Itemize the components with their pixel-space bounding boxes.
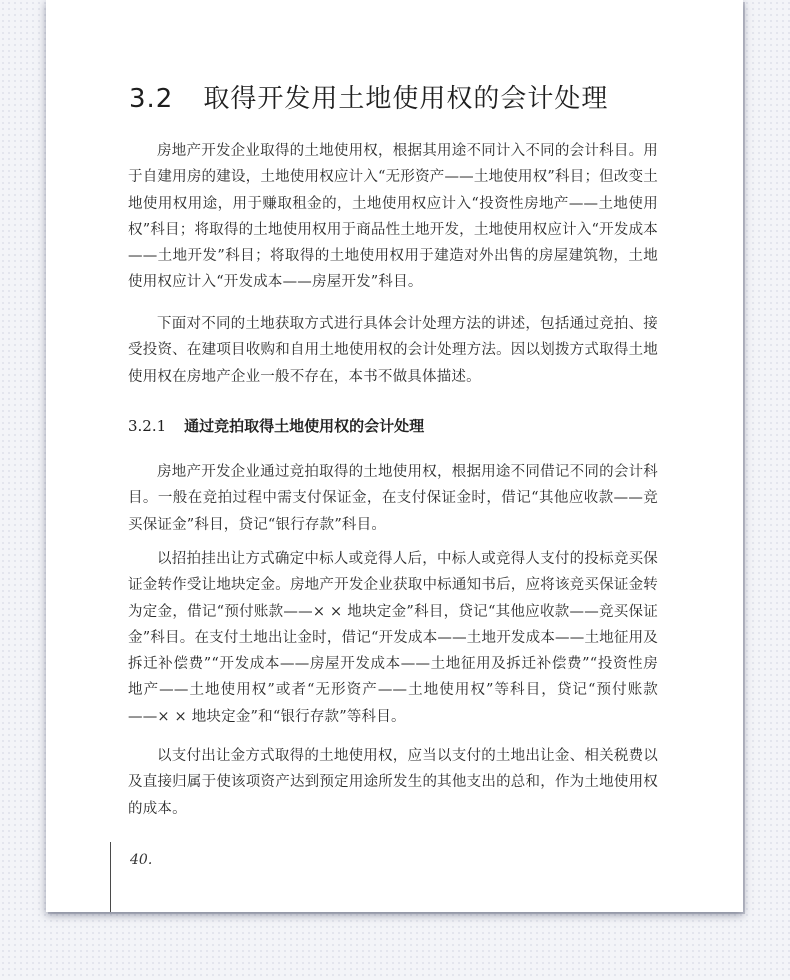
- subsection-heading: [128, 415, 424, 436]
- body-paragraph-1: 房地产开发企业取得的土地使用权，根据其用途不同计入不同的会计科目。用于自建用房的建设，土地使用权应计入“无形资产——土地使用权”科目；但改变土地使用权用途，用于赚取租金的，土地使用权应计入“投资性房地产——土地使用权”科目；将取得的土地使用权用于商品性土地开发，土地使用权应计入“开发成本——土地开发”科目；将取得的土地使用权用于建造对外出售的房屋建筑物，土地使用权应计入“开发成本——房屋开发”科目。: [128, 143, 658, 291]
- body-paragraph-2: 下面对不同的土地获取方式进行具体会计处理方法的讲述，包括通过竞拍、接受投资、在建项目收购和自用土地使用权的会计处理方法。因以划拨方式取得土地使用权在房地产企业一般不存在，本书不做具体描述。: [128, 316, 658, 385]
- section-title: 取得开发用土地使用权的会计处理: [203, 84, 609, 114]
- page-number: 40.: [130, 852, 153, 868]
- subsection-number: 3.2.1: [128, 417, 167, 435]
- body-paragraph-5: 以支付出让金方式取得的土地使用权，应当以支付的土地出让金、相关税费以及直接归属于使该项资产达到预定用途所发生的其他支出的总和，作为土地使用权的成本。: [128, 748, 658, 817]
- section-heading: [129, 78, 608, 115]
- section-number: 3.2: [129, 84, 174, 114]
- subsection-title: 通过竞拍取得土地使用权的会计处理: [184, 417, 425, 435]
- footer-rule: [110, 842, 111, 912]
- body-paragraph-3: 房地产开发企业通过竞拍取得的土地使用权，根据用途不同借记不同的会计科目。一般在竞拍过程中需支付保证金，在支付保证金时，借记“其他应收款——竞买保证金”科目，贷记“银行存款”科目。: [128, 464, 658, 533]
- body-paragraph-4: 以招拍挂出让方式确定中标人或竞得人后，中标人或竞得人支付的投标竞买保证金转作受让地块定金。房地产开发企业获取中标通知书后，应将该竞买保证金转为定金，借记“预付账款——× × 地块定金”科目，贷记“其他应收款——竞买保证金”科目。在支付土地出让金时，借记“开发成本——土地开发成本——土地征用及拆迁补偿费”“开发成本——房屋开发成本——土地征用及拆迁补偿费”“投资性房地产——土地使用权”或者“无形资产——土地使用权”等科目，贷记“预付账款——× × 地块定金”和“银行存款”等科目。: [128, 551, 658, 725]
- book-page: [46, 0, 743, 912]
